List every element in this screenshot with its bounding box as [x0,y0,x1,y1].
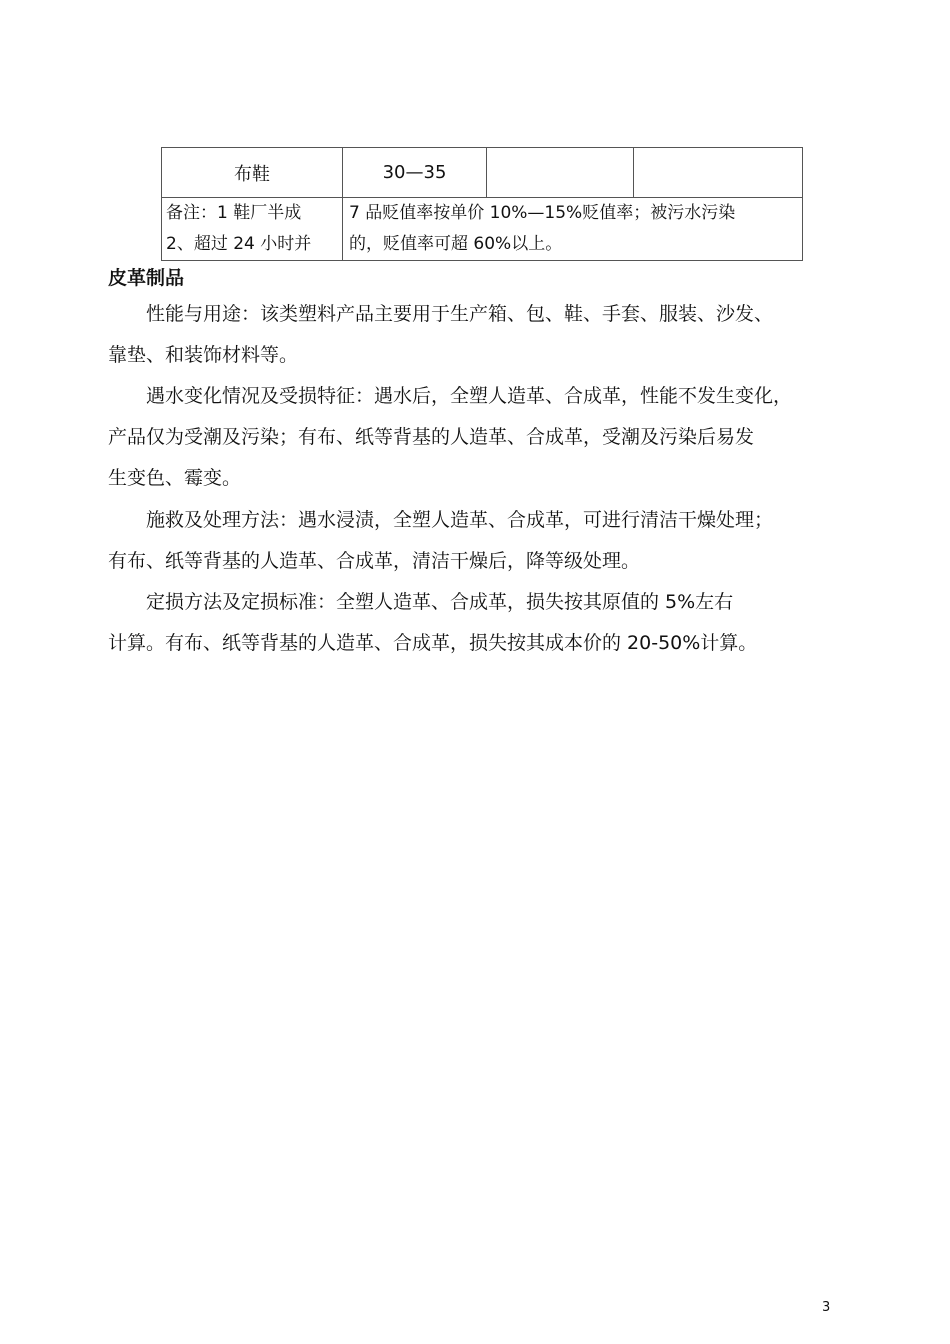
paragraph-treatment [108,500,868,582]
text-line: 生变色、霉变。 [108,467,242,489]
text-line: 遇水变化情况及受损特征：遇水后，全塑人造革、合成革，性能不发生变化， [146,385,793,407]
table-cell-empty [634,148,803,198]
loss-rate-table [161,147,803,261]
table-cell-rate: 30—35 [343,148,487,198]
paragraph-damage [108,376,868,499]
paragraph-assessment [108,582,868,664]
table-note-content [343,198,803,261]
table-cell-item: 布鞋 [162,148,343,198]
text-line: 靠垫、和装饰材料等。 [108,344,299,366]
paragraph-usage [108,294,868,376]
text-line: 计算。有布、纸等背基的人造革、合成革，损失按其成本价的 20-50%计算。 [108,632,758,654]
note-left-line: 2、超过 24 小时并 [166,234,312,254]
text-line: 产品仅为受潮及污染；有布、纸等背基的人造革、合成革，受潮及污染后易发 [108,426,755,448]
text-line: 有布、纸等背基的人造革、合成革，清洁干燥后，降等级处理。 [108,550,641,572]
section-heading: 皮革制品 [108,267,185,289]
note-right-line: 的，贬值率可超 60%以上。 [349,234,563,254]
table-note-label [162,198,343,261]
note-right-line: 7 品贬值率按单价 10%—15%贬值率；被污水污染 [349,203,736,223]
text-line: 施救及处理方法：遇水浸渍，全塑人造革、合成革，可进行清洁干燥处理； [146,509,774,531]
table-row-note [162,198,803,261]
table-row [162,148,803,198]
note-left-line: 备注：1 鞋厂半成 [166,203,302,223]
text-line: 性能与用途：该类塑料产品主要用于生产箱、包、鞋、手套、服装、沙发、 [146,303,774,325]
text-line: 定损方法及定损标准：全塑人造革、合成革，损失按其原值的 5%左右 [146,591,734,613]
page-number: 3 [822,1300,831,1315]
table-cell-empty [487,148,634,198]
